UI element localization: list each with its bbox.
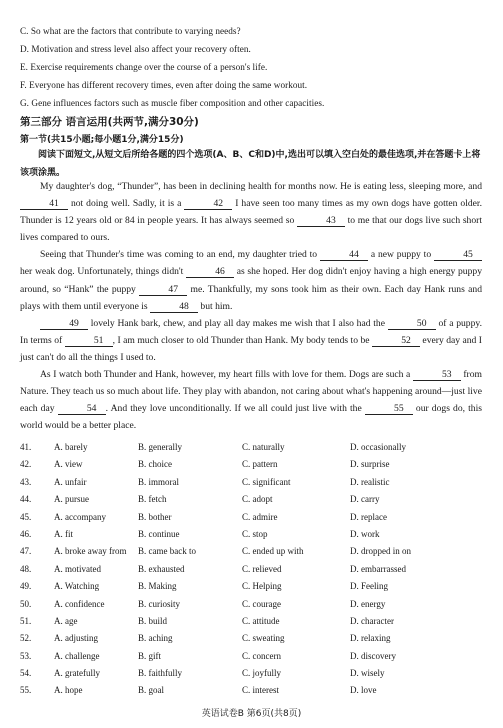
question-row: [20, 685, 486, 702]
option-e: E. Exercise requirements change over the course of a person's life.: [20, 62, 268, 72]
choice-c: C. ended up with: [242, 546, 304, 557]
choice-a: A. pursue: [54, 494, 89, 505]
passage-paragraph: [20, 366, 482, 434]
choice-c: C. relieved: [242, 563, 282, 574]
choice-c: C. adopt: [242, 494, 273, 505]
choice-a: A. confidence: [54, 598, 105, 609]
choice-b: B. build: [138, 615, 168, 626]
choice-c: C. concern: [242, 650, 281, 661]
passage-text: I have seen too many times as my own dogs have gotten older. Thunder is 12 years old or 84 in people years. It has always seemed so: [20, 198, 482, 227]
question-row: [20, 459, 486, 476]
question-row: [20, 564, 486, 581]
option-d: D. Motivation and stress level also affect your recovery often.: [20, 44, 251, 54]
blank-54: 54: [58, 403, 106, 415]
choice-a: A. Watching: [54, 581, 100, 592]
passage-text: My daughter's dog, “Thunder”, has been in declining health for months now. He is eating less, sleeping more, and: [40, 181, 482, 192]
choice-b: B. bother: [138, 511, 172, 522]
choice-c: C. stop: [242, 528, 268, 539]
choice-d: D. character: [350, 615, 394, 626]
blank-45: 45: [434, 249, 482, 261]
choice-b: B. continue: [138, 528, 180, 539]
question-row: [20, 442, 486, 459]
passage-text: a new puppy to: [367, 249, 434, 261]
passage-text: to me that our dogs live such short lives compared to ours.: [20, 215, 483, 244]
choice-d: D. work: [350, 528, 380, 539]
choice-b: B. immoral: [138, 476, 179, 487]
choice-d: D. carry: [350, 494, 380, 505]
choice-a: A. age: [54, 615, 78, 626]
choice-d: D. dropped in on: [350, 546, 411, 557]
page-footer: 英语试卷B 第6页(共8页): [201, 709, 302, 719]
question-number: 44.: [20, 494, 32, 505]
choice-b: B. generally: [138, 442, 182, 452]
choice-c: C. Helping: [242, 581, 282, 592]
choice-b: B. Making: [138, 581, 177, 592]
passage-text: As I watch both Thunder and Hank, however, my heart fills with love for them. Dogs are such a: [40, 369, 413, 381]
blank-42: 42: [184, 198, 232, 210]
cloze-passage: [20, 178, 482, 434]
choice-b: B. aching: [138, 633, 173, 644]
passage-text: me. Thankfully, my sons took him as their own. Each day Hank runs and plays with them until everyone is: [20, 283, 482, 312]
choice-c: C. joyfully: [242, 668, 282, 679]
blank-55: 55: [365, 403, 413, 415]
choice-c: C. naturally: [242, 442, 285, 452]
question-number: 51.: [20, 615, 32, 626]
question-row: [20, 581, 486, 598]
choice-d: D. relaxing: [350, 633, 391, 644]
option-g: G. Gene influences factors such as muscle fiber composition and other capacities.: [20, 98, 325, 108]
question-row: [20, 599, 486, 616]
question-row: [20, 512, 486, 529]
passage-text: of a puppy. In terms of: [20, 317, 482, 346]
blank-46: 46: [186, 266, 234, 278]
passage-text: every day and I just can't do all the things I used to.: [20, 334, 482, 363]
choice-d: D. replace: [350, 511, 387, 522]
choice-a: A. view: [54, 459, 83, 470]
choice-d: D. discovery: [350, 650, 396, 661]
question-row: [20, 633, 486, 650]
choice-d: D. Feeling: [350, 581, 388, 592]
question-row: [20, 529, 486, 546]
choice-b: B. fetch: [138, 494, 167, 505]
question-number: 46.: [20, 528, 32, 539]
question-number: 54.: [20, 668, 32, 679]
choice-b: B. faithfully: [138, 668, 182, 679]
choice-c: C. significant: [242, 476, 291, 487]
question-number: 43.: [20, 476, 32, 487]
question-number: 49.: [20, 581, 32, 592]
choice-b: B. choice: [138, 459, 172, 470]
choice-a: A. fit: [54, 528, 73, 539]
blank-50: 50: [388, 318, 436, 330]
passage-text: from Nature. They teach us so much about life. They play with abandon, not caring about what's happening around—just live each day: [20, 369, 482, 415]
blank-52: 52: [372, 335, 420, 347]
choice-a: A. barely: [54, 442, 88, 452]
choice-a: A. broke away from: [54, 546, 127, 557]
choice-c: C. attitude: [242, 615, 280, 626]
choice-b: B. gift: [138, 650, 162, 661]
question-row: [20, 494, 486, 511]
blank-44: 44: [320, 249, 368, 261]
passage-text: . And they love unconditionally. If we all could just live with the: [105, 403, 365, 415]
choice-a: A. motivated: [54, 563, 101, 574]
passage-text: lovely Hank bark, chew, and play all day makes me wish that I also had the: [88, 317, 388, 329]
choice-d: D. embarrassed: [350, 563, 406, 574]
choice-a: A. accompany: [54, 511, 106, 522]
subsection-title: 第一节(共15小题;每小题1分,满分15分): [20, 135, 184, 145]
choice-a: A. challenge: [54, 650, 100, 661]
choice-a: A. unfair: [54, 476, 87, 487]
choice-c: C. admire: [242, 511, 278, 522]
choice-a: A. adjusting: [54, 633, 98, 644]
question-number: 47.: [20, 546, 32, 557]
passage-text: not doing well. Sadly, it is a: [68, 198, 185, 210]
option-f: F. Everyone has different recovery times, even after doing the same workout.: [20, 80, 308, 90]
blank-43: 43: [297, 215, 345, 227]
blank-53: 53: [413, 369, 461, 381]
passage-text: as she hoped. Her dog didn't enjoy having a high energy puppy around, so “Hank” the puppy: [20, 266, 482, 295]
passage-text: Seeing that Thunder's time was coming to an end, my daughter tried to: [40, 249, 320, 261]
question-row: [20, 616, 486, 633]
answer-choices: [20, 442, 486, 703]
choice-d: D. wisely: [350, 668, 385, 679]
question-row: [20, 668, 486, 685]
question-number: 45.: [20, 511, 32, 522]
choice-c: C. sweating: [242, 633, 285, 644]
passage-text: her weak dog. Unfortunately, things didn't: [20, 266, 187, 278]
question-number: 41.: [20, 442, 32, 452]
question-number: 52.: [20, 633, 32, 644]
blank-48: 48: [150, 301, 198, 313]
choice-b: B. exhausted: [138, 563, 185, 574]
question-number: 42.: [20, 459, 32, 470]
section-title: 第三部分 语言运用(共两节,满分30分): [20, 116, 199, 128]
passage-paragraph: [20, 246, 482, 314]
blank-49: 49: [40, 318, 88, 330]
choice-d: D. energy: [350, 598, 386, 609]
choice-d: D. surprise: [350, 459, 390, 470]
passage-text: but him.: [198, 300, 233, 312]
question-number: 55.: [20, 685, 32, 696]
choice-d: D. realistic: [350, 476, 390, 487]
passage-paragraph: [20, 315, 482, 366]
passage-text: our dogs do, this world would be a better place.: [20, 403, 482, 432]
option-c: C. So what are the factors that contribute to varying needs?: [20, 26, 241, 36]
question-row: [20, 651, 486, 668]
choice-d: D. occasionally: [350, 442, 406, 452]
choice-a: A. gratefully: [54, 668, 100, 679]
passage-paragraph: [20, 178, 482, 246]
blank-41: 41: [20, 198, 68, 210]
question-number: 48.: [20, 563, 32, 574]
question-number: 50.: [20, 598, 32, 609]
blank-47: 47: [139, 284, 187, 296]
choice-b: B. curiosity: [138, 598, 180, 609]
blank-51: 51: [65, 335, 113, 347]
choice-c: C. pattern: [242, 459, 278, 470]
choice-c: C. interest: [242, 685, 279, 696]
choice-d: D. love: [350, 685, 377, 696]
choice-b: B. came back to: [138, 546, 196, 557]
question-row: [20, 546, 486, 563]
choice-a: A. hope: [54, 685, 83, 696]
choice-b: B. goal: [138, 685, 164, 696]
choice-c: C. courage: [242, 598, 281, 609]
question-number: 53.: [20, 650, 32, 661]
question-row: [20, 477, 486, 494]
instructions: 阅读下面短文,从短文后所给各题的四个选项(A、B、C和D)中,选出可以填入空白处的最佳选项,并在答题卡上将该项涂黑。: [20, 150, 481, 178]
passage-text: , I am much closer to old Thunder than Hank. My body tends to be: [112, 334, 372, 346]
